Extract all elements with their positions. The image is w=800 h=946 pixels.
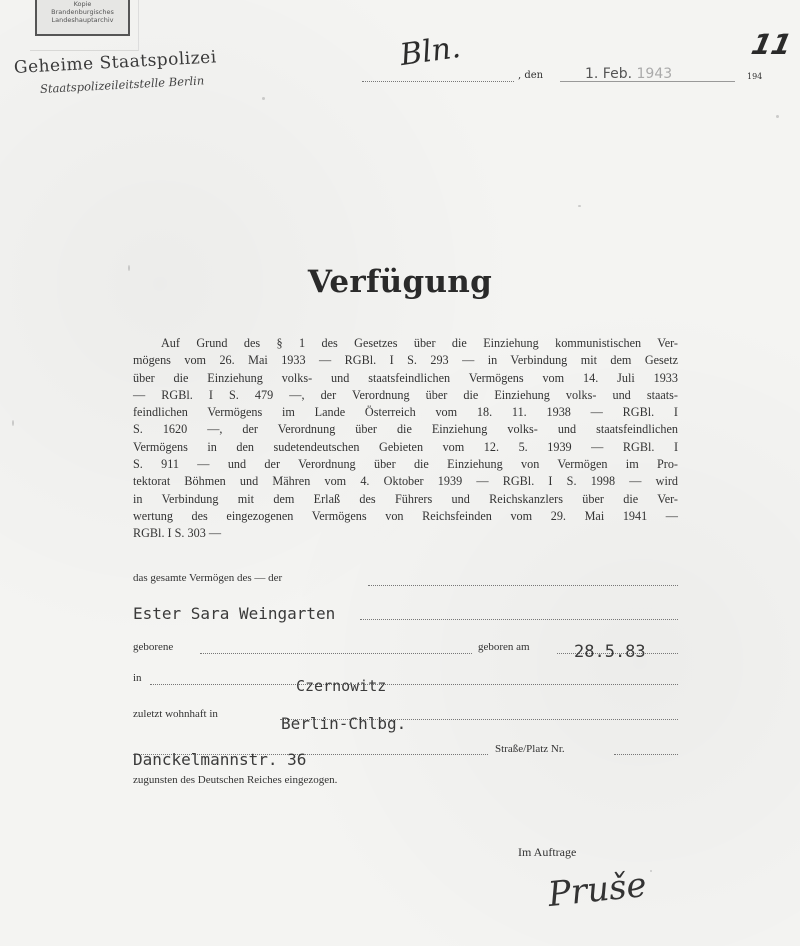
scan-speck	[262, 97, 265, 100]
im-auftrage-label: Im Auftrage	[518, 845, 577, 859]
archive-stamp-line: Landeshauptarchiv	[51, 16, 114, 24]
signature: Pruše	[546, 864, 649, 916]
document-title: Verfügung	[307, 264, 493, 300]
paragraph-line: mögens vom 26. Mai 1933 — RGBl. I S. 293 — in Verbindung mit dem Gesetz	[133, 353, 678, 368]
vermoegen-dotted-line	[368, 585, 678, 586]
name-field: Ester Sara Weingarten	[133, 604, 336, 623]
residence-field: Berlin-Chlbg.	[281, 714, 407, 733]
paragraph-line: feindlichen Vermögens im Lande Österreich vom 18. 11. 1938 — RGBl. I	[133, 405, 678, 420]
geborene-label: geborene	[133, 641, 174, 653]
issuer-stamp-line1: Geheime Staatspolizei	[13, 47, 218, 78]
paragraph-line: in Verbindung mit dem Erlaß des Führers und Reichskanzlers über die Ver-	[133, 491, 678, 506]
geborene-dotted-line	[200, 653, 472, 654]
paragraph-line: — RGBl. I S. 479 —, der Verordnung über die Einziehung volks- und staats-	[133, 387, 678, 402]
paragraph-line: über die Einziehung volks- und staatsfeindlichen Vermögens vom 14. Juli 1933	[133, 370, 678, 385]
archive-stamp	[35, 0, 130, 36]
birthdate-field: 28.5.83	[574, 642, 646, 662]
issuer-stamp-line2: Staatspolizeileitstelle Berlin	[39, 73, 205, 96]
den-label: , den	[518, 70, 544, 81]
paragraph-line: tektorat Böhmen und Mähren vom 4. Oktober 1939 — RGBl. I S. 1998 — wird	[133, 474, 678, 489]
paragraph-line: Auf Grund des § 1 des Gesetzes über die Einziehung kommunistischen Ver-	[161, 336, 678, 350]
wohnhaft-label: zuletzt wohnhaft in	[133, 708, 218, 720]
vermoegen-label: das gesamte Vermögen des — der	[133, 572, 283, 584]
scan-speck	[128, 265, 130, 271]
date-year: 1943	[636, 66, 673, 82]
paragraph-line: S. 1620 —, der Verordnung über die Einziehung volks- und staatsfeindlichen	[133, 422, 678, 437]
geboren-am-label: geboren am	[478, 641, 530, 653]
street-field: Danckelmannstr. 36	[133, 750, 307, 769]
legal-basis-paragraph	[133, 335, 678, 543]
archive-stamp-line: Brandenburgisches	[51, 8, 114, 16]
closing-text: zugunsten des Deutschen Reiches eingezogen.	[133, 774, 338, 786]
paragraph-line: RGBl. I S. 303 —	[133, 526, 222, 541]
paragraph-line: wertung des eingezogenen Vermögens von Reichsfeinden vom 29. Mai 1941 —	[133, 508, 678, 523]
scan-speck	[776, 115, 779, 118]
date-day-month: 1. Feb.	[585, 66, 633, 82]
place-dotted-line	[362, 81, 514, 82]
page-number: 11	[748, 28, 795, 61]
scan-speck	[12, 420, 14, 426]
place-handwritten: Bln.	[397, 29, 463, 74]
archive-stamp-line: Kopie	[73, 0, 92, 8]
paragraph-line: S. 911 — und der Verordnung über die Einziehung von Vermögen im Pro-	[133, 457, 678, 472]
date-stamp	[585, 66, 672, 82]
paragraph-line: Vermögens in den sudetendeutschen Gebieten vom 12. 5. 1939 — RGBl. I	[133, 439, 678, 454]
in-label: in	[133, 672, 142, 684]
strasse-nr-dotted-line	[614, 754, 678, 755]
year-prefix-label: 194	[747, 72, 763, 81]
strasse-label: Straße/Platz Nr.	[495, 743, 565, 755]
scan-speck	[650, 870, 652, 872]
birthplace-dotted-line	[150, 684, 678, 685]
scan-speck	[578, 205, 581, 207]
birthplace-field: Czernowitz	[296, 677, 387, 695]
name-dotted-line	[360, 619, 678, 620]
